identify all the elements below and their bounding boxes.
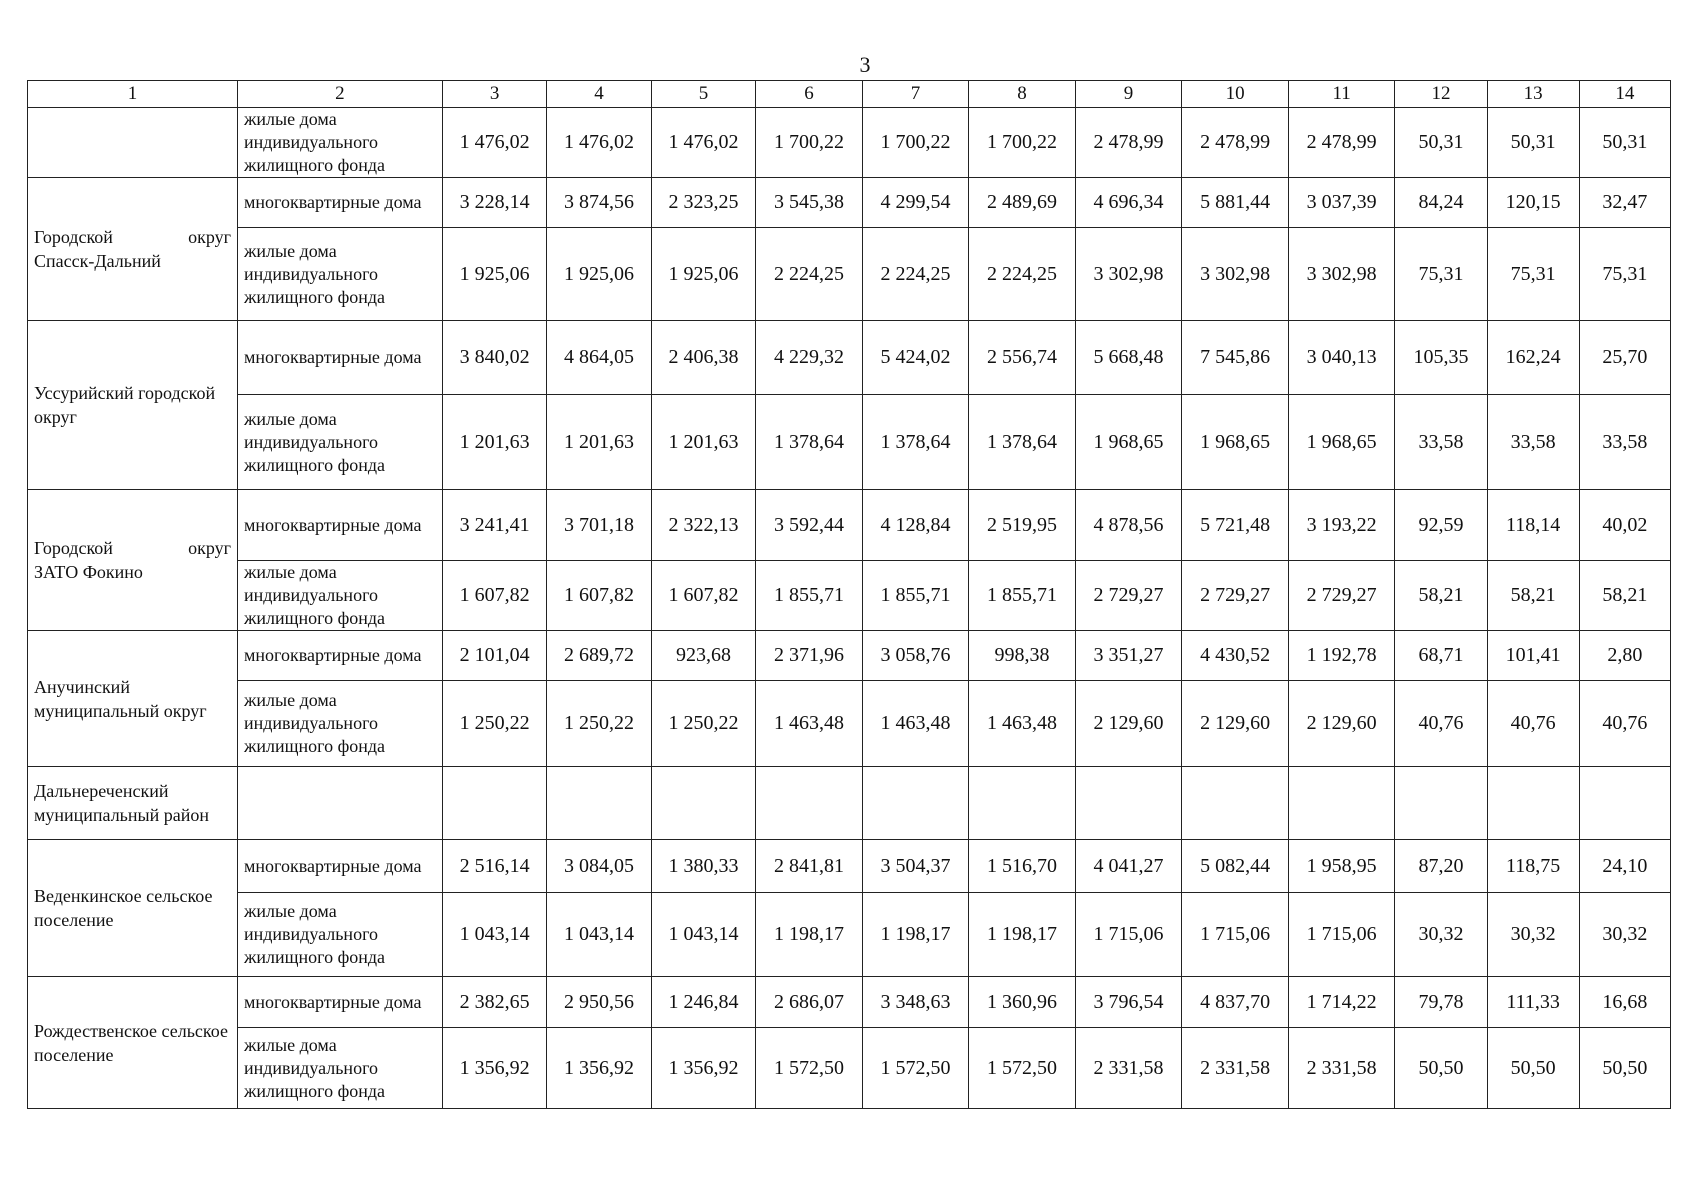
value-cell: 58,21 (1395, 561, 1487, 631)
value-cell: 3 193,22 (1288, 490, 1395, 561)
value-cell: 3 504,37 (862, 840, 969, 893)
value-cell: 3 228,14 (442, 178, 546, 228)
value-cell: 4 837,70 (1182, 977, 1289, 1028)
value-cell: 33,58 (1487, 395, 1579, 490)
value-cell: 1 968,65 (1182, 395, 1289, 490)
value-cell: 1 715,06 (1182, 893, 1289, 977)
value-cell: 111,33 (1487, 977, 1579, 1028)
value-cell: 3 545,38 (756, 178, 863, 228)
value-cell: 3 241,41 (442, 490, 546, 561)
municipality-name: округ (188, 538, 231, 558)
value-cell: 1 463,48 (969, 681, 1076, 767)
value-cell: 1 378,64 (756, 395, 863, 490)
housing-type: многоквартирные дома (237, 840, 442, 893)
empty-cell (1075, 767, 1182, 840)
value-cell: 2 129,60 (1288, 681, 1395, 767)
column-number-row (28, 81, 1671, 108)
page-number: 3 (859, 52, 871, 77)
value-cell: 3 874,56 (547, 178, 651, 228)
value-cell: 1 700,22 (862, 108, 969, 178)
housing-type: жилые дома индивидуального жилищного фонда (237, 561, 442, 631)
housing-type: жилые дома индивидуального жилищного фонда (237, 681, 442, 767)
value-cell: 2 371,96 (756, 631, 863, 681)
value-cell: 2 331,58 (1288, 1028, 1395, 1109)
value-cell: 30,32 (1487, 893, 1579, 977)
municipality-cell (28, 178, 238, 321)
col-header: 4 (547, 81, 651, 108)
value-cell: 4 864,05 (547, 321, 651, 395)
value-cell: 4 430,52 (1182, 631, 1289, 681)
table-row (28, 228, 1671, 321)
value-cell: 1 476,02 (547, 108, 651, 178)
value-cell: 3 796,54 (1075, 977, 1182, 1028)
value-cell: 2 478,99 (1182, 108, 1289, 178)
value-cell: 1 925,06 (442, 228, 546, 321)
value-cell: 7 545,86 (1182, 321, 1289, 395)
municipality-cell: Веденкинское сельское поселение (28, 840, 238, 977)
value-cell: 5 668,48 (1075, 321, 1182, 395)
value-cell: 3 040,13 (1288, 321, 1395, 395)
value-cell: 68,71 (1395, 631, 1487, 681)
col-header: 5 (651, 81, 755, 108)
col-header: 9 (1075, 81, 1182, 108)
value-cell: 40,76 (1579, 681, 1670, 767)
housing-type: многоквартирные дома (237, 631, 442, 681)
table-row (28, 561, 1671, 631)
value-cell: 2 950,56 (547, 977, 651, 1028)
table-row (28, 977, 1671, 1028)
table-row (28, 767, 1671, 840)
value-cell: 3 351,27 (1075, 631, 1182, 681)
municipality-cell: Анучинский муниципальный округ (28, 631, 238, 767)
empty-cell (1487, 767, 1579, 840)
value-cell: 1 925,06 (547, 228, 651, 321)
value-cell: 2 686,07 (756, 977, 863, 1028)
value-cell: 1 700,22 (969, 108, 1076, 178)
value-cell: 3 302,98 (1182, 228, 1289, 321)
municipality-cell: Уссурийский городской округ (28, 321, 238, 490)
value-cell: 2 129,60 (1182, 681, 1289, 767)
value-cell: 1 855,71 (756, 561, 863, 631)
col-header: 8 (969, 81, 1076, 108)
value-cell: 1 855,71 (862, 561, 969, 631)
value-cell: 2 689,72 (547, 631, 651, 681)
empty-cell (651, 767, 755, 840)
value-cell: 40,76 (1487, 681, 1579, 767)
value-cell: 1 925,06 (651, 228, 755, 321)
housing-type: жилые дома индивидуального жилищного фонда (237, 1028, 442, 1109)
municipality-cell (28, 108, 238, 178)
value-cell: 40,76 (1395, 681, 1487, 767)
value-cell: 1 572,50 (862, 1028, 969, 1109)
table-row (28, 840, 1671, 893)
municipality-cell (28, 490, 238, 631)
value-cell: 3 592,44 (756, 490, 863, 561)
table-row (28, 108, 1671, 178)
value-cell: 2 516,14 (442, 840, 546, 893)
value-cell: 32,47 (1579, 178, 1670, 228)
value-cell: 2 331,58 (1075, 1028, 1182, 1109)
value-cell: 1 958,95 (1288, 840, 1395, 893)
col-header: 1 (28, 81, 238, 108)
municipality-cell: Рождественское сельское поселение (28, 977, 238, 1109)
value-cell: 1 476,02 (651, 108, 755, 178)
value-cell: 3 348,63 (862, 977, 969, 1028)
value-cell: 1 043,14 (442, 893, 546, 977)
value-cell: 1 356,92 (651, 1028, 755, 1109)
table-row (28, 321, 1671, 395)
value-cell: 1 516,70 (969, 840, 1076, 893)
value-cell: 1 715,06 (1288, 893, 1395, 977)
value-cell: 50,31 (1487, 108, 1579, 178)
housing-type: многоквартирные дома (237, 178, 442, 228)
value-cell: 33,58 (1395, 395, 1487, 490)
value-cell: 2 129,60 (1075, 681, 1182, 767)
value-cell: 923,68 (651, 631, 755, 681)
housing-type: многоквартирные дома (237, 321, 442, 395)
value-cell: 30,32 (1395, 893, 1487, 977)
value-cell: 4 229,32 (756, 321, 863, 395)
value-cell: 1 246,84 (651, 977, 755, 1028)
value-cell: 4 878,56 (1075, 490, 1182, 561)
col-header: 3 (442, 81, 546, 108)
value-cell: 75,31 (1487, 228, 1579, 321)
value-cell: 120,15 (1487, 178, 1579, 228)
empty-cell (1579, 767, 1670, 840)
value-cell: 2 519,95 (969, 490, 1076, 561)
col-header: 14 (1579, 81, 1670, 108)
value-cell: 2 478,99 (1075, 108, 1182, 178)
col-header: 7 (862, 81, 969, 108)
value-cell: 1 250,22 (547, 681, 651, 767)
value-cell: 3 302,98 (1288, 228, 1395, 321)
table-row (28, 1028, 1671, 1109)
table-row (28, 631, 1671, 681)
value-cell: 3 037,39 (1288, 178, 1395, 228)
value-cell: 1 714,22 (1288, 977, 1395, 1028)
value-cell: 2 224,25 (969, 228, 1076, 321)
value-cell: 2,80 (1579, 631, 1670, 681)
value-cell: 105,35 (1395, 321, 1487, 395)
value-cell: 5 721,48 (1182, 490, 1289, 561)
value-cell: 1 855,71 (969, 561, 1076, 631)
value-cell: 3 058,76 (862, 631, 969, 681)
col-header: 13 (1487, 81, 1579, 108)
value-cell: 2 489,69 (969, 178, 1076, 228)
value-cell: 25,70 (1579, 321, 1670, 395)
housing-type: жилые дома индивидуального жилищного фонда (237, 228, 442, 321)
value-cell: 1 463,48 (862, 681, 969, 767)
value-cell: 1 201,63 (651, 395, 755, 490)
value-cell: 1 463,48 (756, 681, 863, 767)
value-cell: 101,41 (1487, 631, 1579, 681)
value-cell: 1 572,50 (969, 1028, 1076, 1109)
value-cell: 16,68 (1579, 977, 1670, 1028)
value-cell: 1 380,33 (651, 840, 755, 893)
value-cell: 75,31 (1579, 228, 1670, 321)
municipality-name: Спасск-Дальний (34, 251, 161, 271)
housing-type: жилые дома индивидуального жилищного фонда (237, 108, 442, 178)
housing-type: жилые дома индивидуального жилищного фонда (237, 893, 442, 977)
table-row (28, 178, 1671, 228)
housing-type: жилые дома индивидуального жилищного фонда (237, 395, 442, 490)
col-header: 11 (1288, 81, 1395, 108)
table-row (28, 893, 1671, 977)
municipality-name: Городской (34, 538, 113, 558)
value-cell: 5 424,02 (862, 321, 969, 395)
value-cell: 1 356,92 (547, 1028, 651, 1109)
value-cell: 1 250,22 (651, 681, 755, 767)
value-cell: 58,21 (1579, 561, 1670, 631)
housing-type: многоквартирные дома (237, 490, 442, 561)
value-cell: 50,31 (1395, 108, 1487, 178)
value-cell: 50,50 (1487, 1028, 1579, 1109)
value-cell: 2 556,74 (969, 321, 1076, 395)
value-cell: 2 322,13 (651, 490, 755, 561)
value-cell: 3 302,98 (1075, 228, 1182, 321)
value-cell: 1 378,64 (862, 395, 969, 490)
value-cell: 3 840,02 (442, 321, 546, 395)
value-cell: 1 043,14 (547, 893, 651, 977)
value-cell: 3 084,05 (547, 840, 651, 893)
table-row (28, 681, 1671, 767)
value-cell: 118,14 (1487, 490, 1579, 561)
value-cell: 4 041,27 (1075, 840, 1182, 893)
value-cell: 1 572,50 (756, 1028, 863, 1109)
value-cell: 2 331,58 (1182, 1028, 1289, 1109)
value-cell: 1 043,14 (651, 893, 755, 977)
value-cell: 162,24 (1487, 321, 1579, 395)
value-cell: 92,59 (1395, 490, 1487, 561)
value-cell: 1 201,63 (442, 395, 546, 490)
value-cell: 2 729,27 (1288, 561, 1395, 631)
value-cell: 5 082,44 (1182, 840, 1289, 893)
col-header: 12 (1395, 81, 1487, 108)
value-cell: 50,50 (1579, 1028, 1670, 1109)
value-cell: 2 382,65 (442, 977, 546, 1028)
value-cell: 1 968,65 (1288, 395, 1395, 490)
value-cell: 2 101,04 (442, 631, 546, 681)
value-cell: 1 250,22 (442, 681, 546, 767)
value-cell: 75,31 (1395, 228, 1487, 321)
value-cell: 4 128,84 (862, 490, 969, 561)
value-cell: 1 201,63 (547, 395, 651, 490)
value-cell: 2 224,25 (862, 228, 969, 321)
value-cell: 1 378,64 (969, 395, 1076, 490)
value-cell: 3 701,18 (547, 490, 651, 561)
value-cell: 87,20 (1395, 840, 1487, 893)
table-row (28, 490, 1671, 561)
empty-cell (756, 767, 863, 840)
value-cell: 40,02 (1579, 490, 1670, 561)
value-cell: 4 299,54 (862, 178, 969, 228)
value-cell: 4 696,34 (1075, 178, 1182, 228)
value-cell: 1 360,96 (969, 977, 1076, 1028)
value-cell: 79,78 (1395, 977, 1487, 1028)
value-cell: 1 198,17 (969, 893, 1076, 977)
value-cell: 118,75 (1487, 840, 1579, 893)
tariff-table (27, 80, 1671, 1109)
empty-cell (969, 767, 1076, 840)
housing-type: многоквартирные дома (237, 977, 442, 1028)
value-cell: 2 406,38 (651, 321, 755, 395)
municipality-name: округ (188, 227, 231, 247)
col-header: 6 (756, 81, 863, 108)
empty-cell (237, 767, 442, 840)
value-cell: 58,21 (1487, 561, 1579, 631)
value-cell: 1 607,82 (547, 561, 651, 631)
empty-cell (442, 767, 546, 840)
value-cell: 1 192,78 (1288, 631, 1395, 681)
value-cell: 1 715,06 (1075, 893, 1182, 977)
col-header: 10 (1182, 81, 1289, 108)
value-cell: 84,24 (1395, 178, 1487, 228)
table-row (28, 395, 1671, 490)
value-cell: 998,38 (969, 631, 1076, 681)
value-cell: 2 841,81 (756, 840, 863, 893)
value-cell: 1 198,17 (862, 893, 969, 977)
value-cell: 1 607,82 (651, 561, 755, 631)
value-cell: 1 476,02 (442, 108, 546, 178)
empty-cell (1395, 767, 1487, 840)
municipality-cell: Дальнереченский муниципальный район (28, 767, 238, 840)
value-cell: 2 323,25 (651, 178, 755, 228)
municipality-name: Городской (34, 227, 113, 247)
empty-cell (862, 767, 969, 840)
value-cell: 2 729,27 (1182, 561, 1289, 631)
municipality-name: ЗАТО Фокино (34, 562, 143, 582)
value-cell: 1 700,22 (756, 108, 863, 178)
value-cell: 2 729,27 (1075, 561, 1182, 631)
value-cell: 1 356,92 (442, 1028, 546, 1109)
col-header: 2 (237, 81, 442, 108)
empty-cell (1288, 767, 1395, 840)
value-cell: 2 478,99 (1288, 108, 1395, 178)
empty-cell (547, 767, 651, 840)
value-cell: 33,58 (1579, 395, 1670, 490)
value-cell: 24,10 (1579, 840, 1670, 893)
value-cell: 2 224,25 (756, 228, 863, 321)
value-cell: 50,50 (1395, 1028, 1487, 1109)
value-cell: 1 968,65 (1075, 395, 1182, 490)
value-cell: 50,31 (1579, 108, 1670, 178)
value-cell: 30,32 (1579, 893, 1670, 977)
value-cell: 5 881,44 (1182, 178, 1289, 228)
value-cell: 1 607,82 (442, 561, 546, 631)
empty-cell (1182, 767, 1289, 840)
value-cell: 1 198,17 (756, 893, 863, 977)
